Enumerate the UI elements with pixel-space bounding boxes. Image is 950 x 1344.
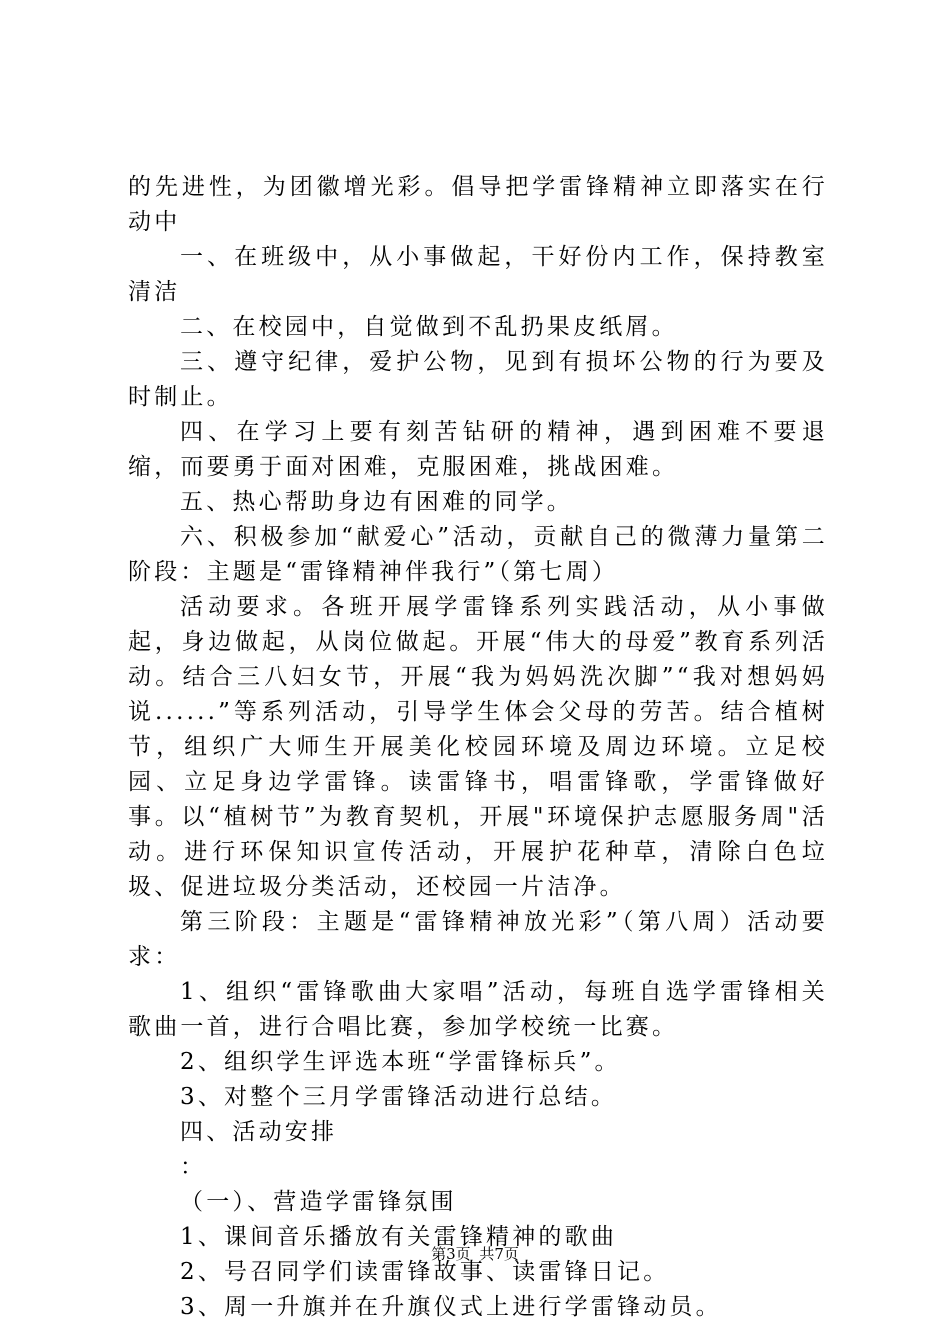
paragraph: 五、热心帮助身边有困难的同学。	[180, 489, 573, 515]
document-body	[128, 170, 828, 1325]
paragraph: 三、遵守纪律，爱护公物，见到有损坏公物的行为要及时制止。	[128, 349, 828, 410]
paragraph: 活动要求。各班开展学雷锋系列实践活动，从小事做起，身边做起，从岗位做起。开展“伟大的母爱”教育系列活动。结合三八妇女节，开展“我为妈妈洗次脚”“我对想妈妈说......”等系列活动，引导学生体会父母的劳苦。结合植树节，组织广大师生开展美化校园环境及周边环境。立足校园、立足身边学雷锋。读雷锋书，唱雷锋歌，学雷锋做好事。以“植树节”为教育契机，开展"环境保护志愿服务周"活动。进行环保知识宣传活动，开展护花种草，清除白色垃圾、促进垃圾分类活动，还校园一片洁净。	[128, 594, 828, 900]
page-number: 第3页	[431, 1245, 471, 1263]
paragraph: ：	[180, 1154, 207, 1180]
paragraph: 二、在校园中，自觉做到不乱扔果皮纸屑。	[180, 314, 678, 340]
page-footer	[0, 1243, 950, 1264]
paragraph: 3、周一升旗并在升旗仪式上进行学雷锋动员。	[180, 1294, 722, 1320]
paragraph: 的先进性，为团徽增光彩。倡导把学雷锋精神立即落实在行动中	[128, 174, 828, 235]
paragraph: 3、对整个三月学雷锋活动进行总结。	[180, 1084, 618, 1110]
paragraph: 2、组织学生评选本班“学雷锋标兵”。	[180, 1049, 621, 1075]
page-total: 共7页	[479, 1245, 519, 1263]
paragraph: 2、号召同学们读雷锋故事、读雷锋日记。	[180, 1259, 670, 1285]
paragraph: 六、积极参加“献爱心”活动，贡献自己的微薄力量第二阶段：主题是“雷锋精神伴我行”（第七周）	[128, 524, 828, 585]
paragraph: 一、在班级中，从小事做起，干好份内工作，保持教室清洁	[128, 244, 828, 305]
paragraph: 四、在学习上要有刻苦钻研的精神，遇到困难不要退缩，而要勇于面对困难，克服困难，挑战困难。	[128, 419, 828, 480]
section-heading: 四、活动安排	[180, 1119, 338, 1145]
paragraph: 1、课间音乐播放有关雷锋精神的歌曲	[180, 1224, 618, 1250]
subsection-heading: （一）、营造学雷锋氛围	[180, 1189, 457, 1215]
paragraph: 第三阶段：主题是“雷锋精神放光彩”（第八周）活动要求：	[128, 909, 828, 970]
paragraph: 1、组织“雷锋歌曲大家唱”活动，每班自选学雷锋相关歌曲一首，进行合唱比赛，参加学校统一比赛。	[128, 979, 828, 1040]
